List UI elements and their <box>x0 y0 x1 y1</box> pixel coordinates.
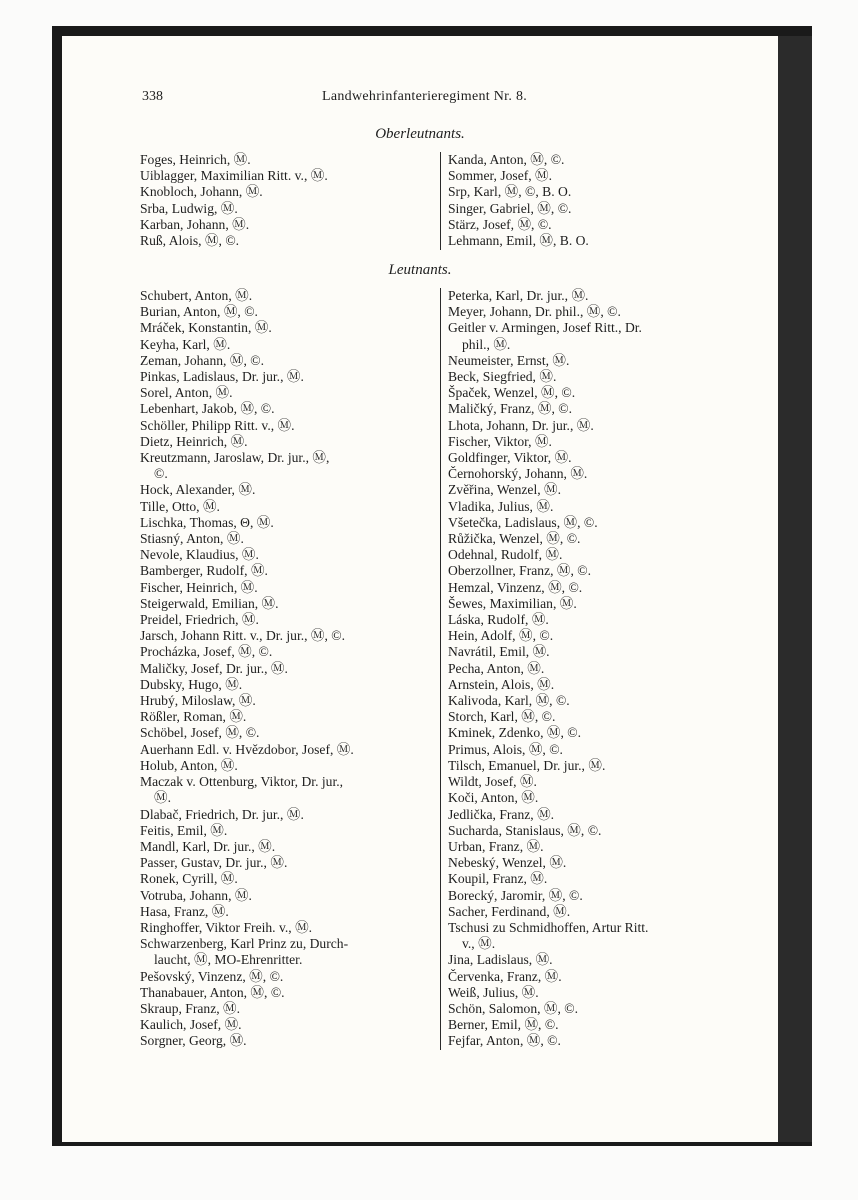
roster-entry: Schöller, Philipp Ritt. v., Ⓜ. <box>140 417 295 433</box>
roster-entry: Weiß, Julius, Ⓜ. <box>448 984 539 1000</box>
roster-entry: Hein, Adolf, Ⓜ, ©. <box>448 628 554 644</box>
roster-entry: Koupil, Franz, Ⓜ. <box>448 871 548 887</box>
roster-entry: Fischer, Viktor, Ⓜ. <box>448 433 552 449</box>
roster-entry: Goldfinger, Viktor, Ⓜ. <box>448 450 572 466</box>
roster-entry: Rößler, Roman, Ⓜ. <box>140 709 247 725</box>
roster-entry: Auerhann Edl. v. Hvězdobor, Josef, Ⓜ. <box>140 741 354 757</box>
roster-entry: Keyha, Karl, Ⓜ. <box>140 336 231 352</box>
roster-entry: Lischka, Thomas, Θ, Ⓜ. <box>140 514 274 530</box>
roster-entry: Schön, Salomon, Ⓜ, ©. <box>448 1000 579 1016</box>
roster-entry: Lhota, Johann, Dr. jur., Ⓜ. <box>448 417 594 433</box>
roster-entry: Sorel, Anton, Ⓜ. <box>140 385 233 401</box>
roster-entry: Primus, Alois, Ⓜ, ©. <box>448 741 563 757</box>
roster-entry: Láska, Rudolf, Ⓜ. <box>448 612 549 628</box>
roster-entry: Koči, Anton, Ⓜ. <box>448 790 539 806</box>
roster-entry: Dietz, Heinrich, Ⓜ. <box>140 433 248 449</box>
roster-entry: Tschusi zu Schmidhoffen, Artur Ritt. <box>448 919 649 935</box>
roster-entry: Jedlička, Franz, Ⓜ. <box>448 806 555 822</box>
roster-entry: Sommer, Josef, Ⓜ. <box>448 168 553 184</box>
roster-entry: Kreutzmann, Jaroslaw, Dr. jur., Ⓜ, <box>140 450 330 466</box>
roster-entry: Ⓜ. <box>154 790 171 806</box>
roster-entry: Karban, Johann, Ⓜ. <box>140 216 250 232</box>
roster-entry: Růžička, Wenzel, Ⓜ, ©. <box>448 531 581 547</box>
scan-shadow-edge <box>778 36 812 1142</box>
roster-entry: Pecha, Anton, Ⓜ. <box>448 660 545 676</box>
roster-entry: Preidel, Friedrich, Ⓜ. <box>140 612 259 628</box>
roster-entry: Stärz, Josef, Ⓜ, ©. <box>448 216 552 232</box>
leutnants-left-column <box>140 288 354 1050</box>
roster-entry: Dubsky, Hugo, Ⓜ. <box>140 676 243 692</box>
roster-entry: Všetečka, Ladislaus, Ⓜ, ©. <box>448 514 598 530</box>
oberleutnants-right-column <box>448 152 589 249</box>
roster-entry: Nebeský, Wenzel, Ⓜ. <box>448 855 567 871</box>
roster-entry: Passer, Gustav, Dr. jur., Ⓜ. <box>140 855 288 871</box>
roster-entry: Kalivoda, Karl, Ⓜ, ©. <box>448 693 570 709</box>
roster-entry: Lehmann, Emil, Ⓜ, B. O. <box>448 233 589 249</box>
roster-entry: Fejfar, Anton, Ⓜ, ©. <box>448 1033 561 1049</box>
roster-entry: Borecký, Jaromir, Ⓜ, ©. <box>448 887 583 903</box>
roster-entry: Peterka, Karl, Dr. jur., Ⓜ. <box>448 288 589 303</box>
roster-entry: Hrubý, Miloslaw, Ⓜ. <box>140 693 256 709</box>
roster-entry: Sacher, Ferdinand, Ⓜ. <box>448 903 571 919</box>
roster-entry: Steigerwald, Emilian, Ⓜ. <box>140 595 279 611</box>
roster-entry: Zeman, Johann, Ⓜ, ©. <box>140 352 264 368</box>
roster-entry: Jarsch, Johann Ritt. v., Dr. jur., Ⓜ, ©. <box>140 628 346 644</box>
roster-entry: Wildt, Josef, Ⓜ. <box>448 774 537 790</box>
roster-entry: Neumeister, Ernst, Ⓜ. <box>448 352 570 368</box>
roster-entry: Kaulich, Josef, Ⓜ. <box>140 1017 242 1033</box>
roster-entry: Holub, Anton, Ⓜ. <box>140 757 238 773</box>
roster-entry: Pinkas, Ladislaus, Dr. jur., Ⓜ. <box>140 369 304 385</box>
document-page <box>62 36 778 1142</box>
roster-entry: Stiasný, Anton, Ⓜ. <box>140 531 244 547</box>
roster-entry: Burian, Anton, Ⓜ, ©. <box>140 304 258 320</box>
roster-entry: Oberzollner, Franz, Ⓜ, ©. <box>448 563 592 579</box>
roster-entry: Bamberger, Rudolf, Ⓜ. <box>140 563 268 579</box>
roster-entry: Lebenhart, Jakob, Ⓜ, ©. <box>140 401 275 417</box>
roster-entry: Kminek, Zdenko, Ⓜ, ©. <box>448 725 582 741</box>
roster-entry: Feitis, Emil, Ⓜ. <box>140 822 228 838</box>
roster-entry: Ringhoffer, Viktor Freih. v., Ⓜ. <box>140 919 313 935</box>
column-divider <box>440 152 441 250</box>
roster-entry: phil., Ⓜ. <box>462 336 511 352</box>
roster-entry: Uiblagger, Maximilian Ritt. v., Ⓜ. <box>140 168 328 184</box>
roster-entry: Srba, Ludwig, Ⓜ. <box>140 200 238 216</box>
roster-entry: Srp, Karl, Ⓜ, ©, B. O. <box>448 184 572 200</box>
roster-entry: Hasa, Franz, Ⓜ. <box>140 903 229 919</box>
roster-entry: Zvěřina, Wenzel, Ⓜ. <box>448 482 562 498</box>
roster-entry: Mandl, Karl, Dr. jur., Ⓜ. <box>140 838 276 854</box>
section-title-leutnants: Leutnants. <box>388 262 452 278</box>
roster-entry: Sucharda, Stanislaus, Ⓜ, ©. <box>448 822 602 838</box>
roster-entry: Vladika, Julius, Ⓜ. <box>448 498 554 514</box>
oberleutnants-left-column <box>140 152 328 249</box>
roster-entry: Maličký, Franz, Ⓜ, ©. <box>448 401 572 417</box>
roster-entry: Schöbel, Josef, Ⓜ, ©. <box>140 725 260 741</box>
roster-entry: Beck, Siegfried, Ⓜ. <box>448 369 557 385</box>
roster-entry: Odehnal, Rudolf, Ⓜ. <box>448 547 563 563</box>
roster-entry: v., Ⓜ. <box>462 936 496 952</box>
roster-entry: Maličky, Josef, Dr. jur., Ⓜ. <box>140 660 288 676</box>
roster-entry: laucht, Ⓜ, MO-Ehrenritter. <box>154 952 303 968</box>
page-number: 338 <box>142 89 163 104</box>
roster-entry: Tille, Otto, Ⓜ. <box>140 498 220 514</box>
roster-entry: Knobloch, Johann, Ⓜ. <box>140 184 263 200</box>
roster-entry: Skraup, Franz, Ⓜ. <box>140 1000 241 1016</box>
column-divider <box>440 288 441 1050</box>
roster-entry: Kanda, Anton, Ⓜ, ©. <box>448 152 565 167</box>
roster-entry: Mráček, Konstantin, Ⓜ. <box>140 320 272 336</box>
roster-entry: Singer, Gabriel, Ⓜ, ©. <box>448 200 572 216</box>
roster-entry: Červenka, Franz, Ⓜ. <box>448 968 562 984</box>
roster-entry: Schubert, Anton, Ⓜ. <box>140 288 253 303</box>
roster-entry: Hemzal, Vinzenz, Ⓜ, ©. <box>448 579 583 595</box>
roster-entry: Ronek, Cyrill, Ⓜ. <box>140 871 238 887</box>
roster-entry: Jina, Ladislaus, Ⓜ. <box>448 952 553 968</box>
roster-entry: Urban, Franz, Ⓜ. <box>448 838 544 854</box>
roster-entry: Hock, Alexander, Ⓜ. <box>140 482 256 498</box>
roster-entry: Foges, Heinrich, Ⓜ. <box>140 152 251 167</box>
roster-entry: Arnstein, Alois, Ⓜ. <box>448 676 555 692</box>
roster-entry: Navrátil, Emil, Ⓜ. <box>448 644 550 660</box>
roster-entry: Meyer, Johann, Dr. phil., Ⓜ, ©. <box>448 304 621 320</box>
roster-entry: Schwarzenberg, Karl Prinz zu, Durch- <box>140 936 349 952</box>
roster-entry: Tilsch, Emanuel, Dr. jur., Ⓜ. <box>448 757 606 773</box>
running-title: Landwehrinfanterieregiment Nr. 8. <box>322 89 528 104</box>
roster-entry: Procházka, Josef, Ⓜ, ©. <box>140 644 273 660</box>
roster-entry: Nevole, Klaudius, Ⓜ. <box>140 547 259 563</box>
roster-entry: Berner, Emil, Ⓜ, ©. <box>448 1017 559 1033</box>
leutnants-right-column <box>448 288 648 1050</box>
roster-entry: Ruß, Alois, Ⓜ, ©. <box>140 233 240 249</box>
roster-entry: Fischer, Heinrich, Ⓜ. <box>140 579 258 595</box>
roster-entry: ©. <box>154 466 168 482</box>
roster-entry: Černohorský, Johann, Ⓜ. <box>448 466 588 482</box>
roster-entry: Votruba, Johann, Ⓜ. <box>140 887 252 903</box>
roster-entry: Thanabauer, Anton, Ⓜ, ©. <box>140 984 285 1000</box>
roster-entry: Dlabač, Friedrich, Dr. jur., Ⓜ. <box>140 806 304 822</box>
section-title-oberleutnants: Oberleutnants. <box>375 126 465 142</box>
roster-entry: Pešovský, Vinzenz, Ⓜ, ©. <box>140 968 284 984</box>
roster-entry: Sorgner, Georg, Ⓜ. <box>140 1033 247 1049</box>
roster-entry: Storch, Karl, Ⓜ, ©. <box>448 709 556 725</box>
roster-entry: Geitler v. Armingen, Josef Ritt., Dr. <box>448 320 642 336</box>
running-header <box>142 89 662 113</box>
roster-entry: Šewes, Maximilian, Ⓜ. <box>448 595 577 611</box>
roster-entry: Špaček, Wenzel, Ⓜ, ©. <box>448 385 576 401</box>
roster-entry: Maczak v. Ottenburg, Viktor, Dr. jur., <box>140 774 344 790</box>
